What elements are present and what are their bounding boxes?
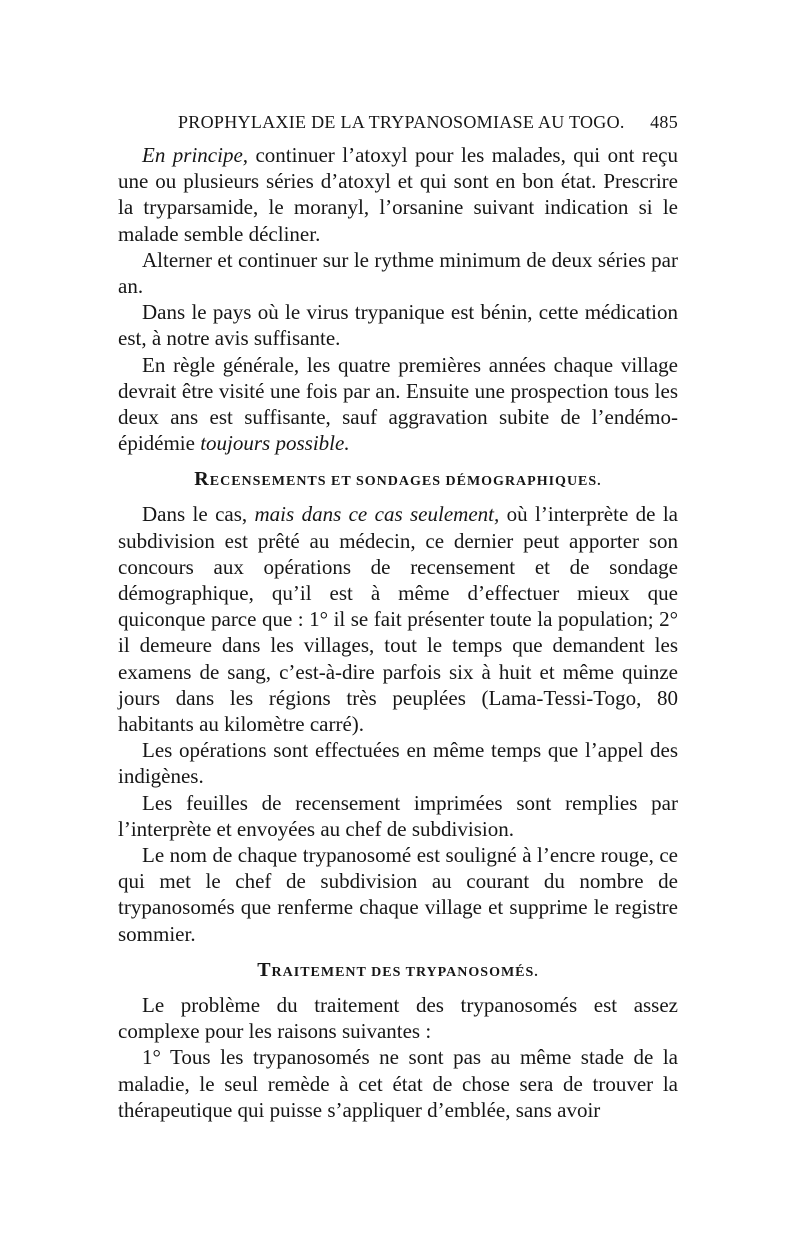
paragraph-text: continuer l’atoxyl pour les malades, qui ont reçu une ou plusieurs séries d’atoxyl et qui sont en bon état. Prescrire la tryparsamide, le moranyl, l’orsanine suivant indication si le malade semble décliner. <box>118 143 678 246</box>
paragraph <box>118 992 678 1044</box>
italic-text: En principe, <box>142 143 249 167</box>
paragraph <box>118 142 678 247</box>
paragraph-text: Les feuilles de recensement imprimées sont remplies par l’interprète et envoyées au chef de subdivision. <box>118 790 678 841</box>
section-heading <box>118 957 678 986</box>
running-title: PROPHYLAXIE DE LA TRYPANOSOMIASE AU TOGO. <box>178 112 625 132</box>
paragraph <box>118 247 678 299</box>
page-number: 485 <box>650 112 678 132</box>
paragraph-text: Dans le pays où le virus trypanique est bénin, cette médication est, à notre avis suffisante. <box>118 300 678 351</box>
paragraph <box>118 842 678 947</box>
heading-initial: R <box>194 468 210 491</box>
paragraph <box>118 790 678 842</box>
paragraph-text: où l’interprète de la subdivision est prêté au médecin, ce dernier peut apporter son concours aux opérations de recensement et de sondage démographique, qu’il est à même d’effectuer mieux que quiconque parce que : 1° il se fait présenter toute la population; 2° il demeure dans les villages, tout le temps que demandent les examens de sang, c’est-à-dire parfois six à huit et même quinze jours dans les régions très peuplées (Lama-Tessi-Togo, 80 habitants au kilomètre carré). <box>118 502 678 737</box>
paragraph-text: Le problème du traitement des trypanosomés est assez complexe pour les raisons suivantes : <box>118 992 678 1044</box>
paragraph-text: Alterner et continuer sur le rythme minimum de deux séries par an. <box>118 247 678 299</box>
section-heading <box>118 466 678 495</box>
paragraph-text: Les opérations sont effectuées en même temps que l’appel des indigènes. <box>118 738 678 789</box>
heading-text: RAITEMENT DES TRYPANOSOMÉS. <box>271 964 539 980</box>
paragraph-text: En règle générale, les quatre premières années chaque village devrait être visité une fois par an. Ensuite une prospection tous les deux ans est suffisante, sauf aggravation subite de l’endémo-épidémie <box>118 352 678 456</box>
paragraph-text: 1° Tous les trypanosomés ne sont pas au même stade de la maladie, le seul remède à cet état de chose sera de trouver la thérapeutique qui puisse s’appliquer d’emblée, sans avoir <box>118 1045 678 1122</box>
paragraph <box>118 501 678 737</box>
paragraph <box>118 737 678 789</box>
paragraph <box>118 299 678 351</box>
heading-text: ECENSEMENTS ET SONDAGES DÉMOGRAPHIQUES. <box>209 474 602 490</box>
italic-text: mais dans ce cas seulement, <box>254 502 500 527</box>
book-page <box>118 112 678 1123</box>
running-header <box>118 112 678 142</box>
paragraph <box>118 1044 678 1123</box>
paragraph <box>118 352 678 457</box>
paragraph-text: Le nom de chaque trypanosomé est souligné à l’encre rouge, ce qui met le chef de subdivision au courant du nombre de trypanosomés que renferme chaque village et supprime le registre sommier. <box>118 843 678 946</box>
body-text <box>118 142 678 1123</box>
paragraph-text: Dans le cas, <box>142 502 255 527</box>
italic-text: toujours possible. <box>200 431 350 456</box>
heading-initial: T <box>257 958 272 981</box>
